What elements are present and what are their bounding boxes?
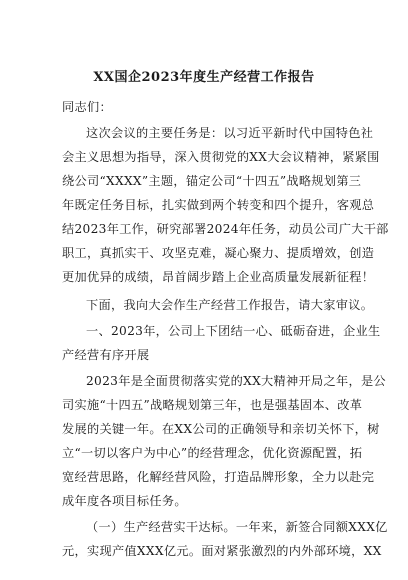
paragraph-line: （一）生产经营实干达标。一年来，新签合同额XXX亿 xyxy=(86,520,388,534)
paragraph-line: 成年度各项目标任务。 xyxy=(62,494,187,508)
paragraph-line: 更加优异的成绩，昂首阔步踏上企业高质量发展新征程！ xyxy=(62,270,375,284)
paragraph-line: 绕公司“XXXX”主题，锚定公司“十四五”战略规划第三 xyxy=(62,174,362,188)
paragraph-line: 职工，真抓实干、攻坚克难，凝心聚力、提质增效，创造 xyxy=(62,246,375,260)
paragraph-line: 发展的关键一年。在XX公司的正确领导和亲切关怀下，树 xyxy=(62,422,380,436)
paragraph-line: 会主义思想为指导，深入贯彻党的XX大会议精神，紧紧围 xyxy=(62,150,380,164)
paragraph-line: 司实施“十四五”战略规划第三年，也是强基固本、改革 xyxy=(62,398,363,412)
paragraph-line: 下面，我向大会作生产经营工作报告，请大家审议。 xyxy=(86,298,374,312)
paragraph-line: 这次会议的主要任务是：以习近平新时代中国特色社 xyxy=(86,126,374,140)
paragraph-line: 宽经营思路，化解经营风险，打造品牌形象，全力以赴完 xyxy=(62,470,375,484)
paragraph-line: 年既定任务目标，扎实做到两个转变和四个提升，客观总 xyxy=(62,198,375,212)
section-heading-line: 一、2023年，公司上下团结一心、砥砺奋进，企业生 xyxy=(86,324,381,338)
paragraph-line: 结2023年工作，研究部署2024年任务，动员公司广大干部 xyxy=(62,222,389,236)
paragraph-line: 立“一切以客户为中心”的经营理念，优化资源配置，拓 xyxy=(62,446,363,460)
paragraph-line: 2023年是全面贯彻落实党的XX大精神开局之年，是公 xyxy=(86,374,386,388)
paragraph-line: 元，实现产值XXX亿元。面对紧张激烈的内外部环境，XX xyxy=(62,544,382,558)
salutation: 同志们： xyxy=(62,100,112,114)
section-heading-line: 产经营有序开展 xyxy=(62,348,150,362)
document-title: XX国企2023年度生产经营工作报告 xyxy=(93,70,315,85)
